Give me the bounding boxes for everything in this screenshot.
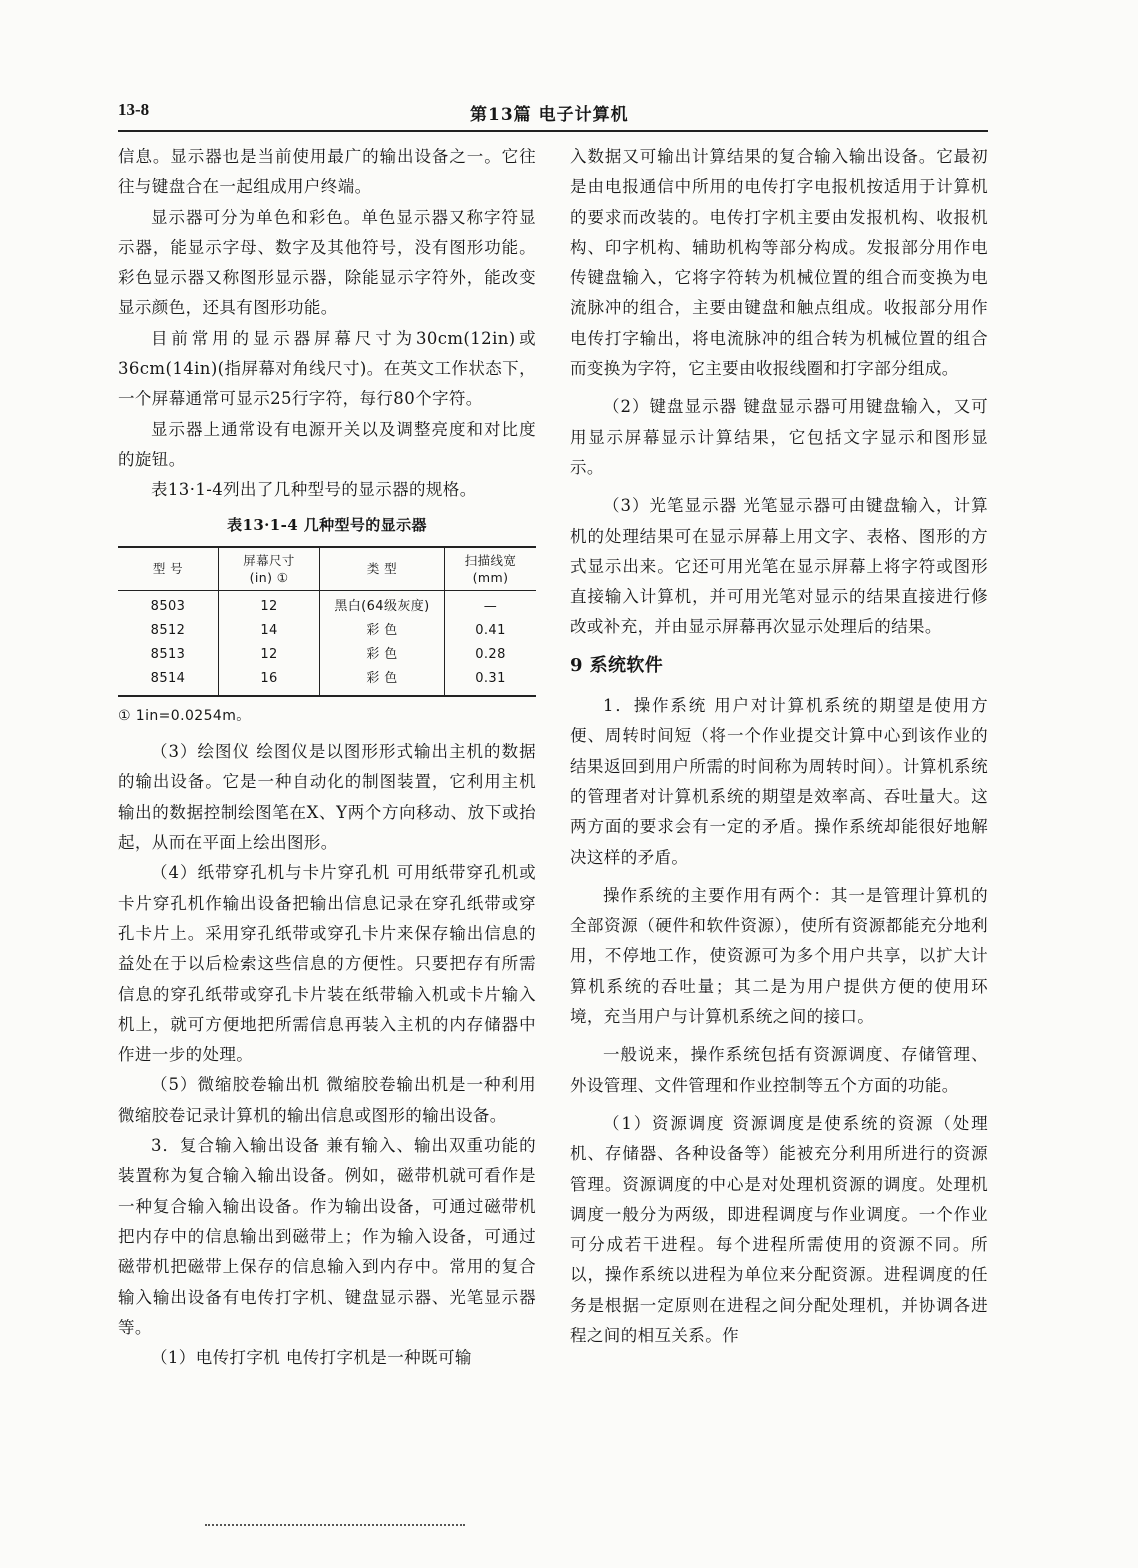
table-cell: 0.28 (445, 643, 537, 667)
paragraph: 3．复合输入输出设备 兼有输入、输出双重功能的装置称为复合输入输出设备。例如，磁带机就可看作是一种复合输入输出设备。作为输出设备，可通过磁带机把内存中的信息输出到磁带上；作为输入设备，可通过磁带机把磁带上保存的信息输入到内存中。常用的复合输入输出设备有电传打字机、键盘显示器、光笔显示器等。 (118, 1136, 536, 1337)
paragraph: （3）绘图仪 绘图仪是以图形形式输出主机的数据的输出设备。它是一种自动化的制图装置，它利用主机输出的数据控制绘图笔在X、Y两个方向移动、放下或抬起，从而在平面上绘出图形。 (118, 742, 536, 853)
table-cell: 0.41 (445, 619, 537, 643)
table-cell: 8503 (150, 598, 186, 614)
table-header-cell: 类 型 (320, 547, 445, 591)
table-cell: — (445, 590, 537, 619)
paragraph: （1）资源调度 资源调度是使系统的资源（处理机、存储器、各种设备等）能被充分利用所进行的资源管理。资源调度的中心是对处理机资源的调度。处理机调度一般分为两级，即进程调度与作业调度。一个作业可分成若干进程。每个进程所需使用的资源不同。所以，操作系统以进程为单位来分配资源。进程调度的任务是根据一定原则在进程之间分配处理机，并协调各进程之间的相互关系。作 (570, 1113, 988, 1345)
table-caption: 表13·1-4 几种型号的显示器 (227, 515, 427, 534)
section-title: 9 系统软件 (570, 654, 664, 676)
paragraph: （5）微缩胶卷输出机 微缩胶卷输出机是一种利用微缩胶卷记录计算机的输出信息或图形的输出设备。 (118, 1075, 536, 1125)
right-column (570, 142, 988, 1351)
paragraph: 入数据又可输出计算结果的复合输入输出设备。它最初是由电报通信中所用的电传打字电报机按适用于计算机的要求而改装的。电传打字机主要由发报机构、收报机构、印字机构、辅助机构等部分构成。发报部分用作电传键盘输入，它将字符转为机械位置的组合而变换为电流脉冲的组合，主要由键盘和触点组成。收报部分用作电传打字输出，将电流脉冲的组合转为机械位置的组合而变换为字符，它主要由收报线圈和打字部分组成。 (570, 147, 988, 379)
paragraph: （3）光笔显示器 光笔显示器可由键盘输入，计算机的处理结果可在显示屏幕上用文字、表格、图形的方式显示出来。它还可用光笔在显示屏幕上将字符或图形直接输入计算机，并可用光笔对显示的结果直接进行修改或补充，并由显示屏幕再次显示处理后的结果。 (570, 496, 988, 637)
running-title: 第13篇 电子计算机 (470, 105, 629, 125)
paragraph: 操作系统的主要作用有两个：其一是管理计算机的全部资源（硬件和软件资源），使所有资源都能充分地利用，不停地工作，使资源可为多个用户共享，以扩大计算机系统的吞吐量；其二是为用户提供方便的使用环境，充当用户与计算机系统之间的接口。 (570, 885, 988, 1027)
table-row (118, 643, 536, 667)
table-cell: 0.31 (445, 667, 537, 696)
table-cell: 16 (219, 667, 320, 696)
header-rule (118, 130, 988, 132)
table-header-cell: 屏幕尺寸 (in) ① (219, 547, 320, 591)
table-cell: 8513 (150, 646, 186, 662)
paragraph: 信息。显示器也是当前使用最广的输出设备之一。它往往与键盘合在一起组成用户终端。 (118, 147, 536, 197)
table-footnote: ① 1in=0.0254m。 (118, 707, 251, 724)
table-cell: 8512 (150, 622, 186, 638)
paragraph: 显示器上通常设有电源开关以及调整亮度和对比度的旋钮。 (118, 419, 536, 469)
table-cell: 14 (219, 619, 320, 643)
paragraph: 一般说来，操作系统包括有资源调度、存储管理、外设管理、文件管理和作业控制等五个方面的功能。 (570, 1045, 988, 1095)
page-number: 13-8 (118, 100, 150, 119)
paragraph: 显示器可分为单色和彩色。单色显示器又称字符显示器，能显示字母、数字及其他符号，没有图形功能。彩色显示器又称图形显示器，除能显示字符外，能改变显示颜色，还具有图形功能。 (118, 207, 536, 318)
table-cell: 彩 色 (320, 667, 445, 696)
table-header-cell: 型 号 (118, 547, 219, 591)
table-row (118, 667, 536, 696)
paragraph: （2）键盘显示器 键盘显示器可用键盘输入，又可用显示屏幕显示计算结果，它包括文字显示和图形显示。 (570, 397, 988, 477)
table-header-cell: 扫描线宽 (mm) (445, 547, 537, 591)
table-row (118, 619, 536, 643)
table-cell: 12 (219, 590, 320, 619)
paragraph: （4）纸带穿孔机与卡片穿孔机 可用纸带穿孔机或卡片穿孔机作输出设备把输出信息记录在穿孔纸带或穿孔卡片上。采用穿孔纸带或穿孔卡片来保存输出信息的益处在于以后检索这些信息的方便性。只要把存有所需信息的穿孔纸带或穿孔卡片装在纸带输入机或卡片输入机上，就可方便地把所需信息再装入主机的内存储器中作进一步的处理。 (118, 863, 536, 1065)
paragraph: 目前常用的显示器屏幕尺寸为30cm(12in)或36cm(14in)(指屏幕对角线尺寸)。在英文工作状态下，一个屏幕通常可显示25行字符，每行80个字符。 (118, 328, 536, 409)
table-cell: 8514 (118, 667, 219, 696)
paragraph: （1）电传打字机 电传打字机是一种既可输 (151, 1348, 472, 1368)
left-column (118, 142, 536, 1373)
table-cell: 彩 色 (320, 643, 445, 667)
table-header-row (118, 547, 536, 591)
table-cell: 12 (219, 643, 320, 667)
spec-table (118, 546, 536, 697)
scan-smudge (205, 1524, 465, 1526)
table-cell: 彩 色 (320, 619, 445, 643)
table-row (118, 590, 536, 619)
page-header (118, 100, 988, 130)
table-cell: 黑白(64级灰度) (320, 590, 445, 619)
paragraph: 表13·1-4列出了几种型号的显示器的规格。 (151, 480, 477, 500)
paragraph: 1．操作系统 用户对计算机系统的期望是使用方便、周转时间短（将一个作业提交计算中心到该作业的结果返回到用户所需的时间称为周转时间）。计算机系统的管理者对计算机系统的期望是效率高、吞吐量大。这两方面的要求会有一定的矛盾。操作系统却能很好地解决这样的矛盾。 (570, 696, 988, 867)
